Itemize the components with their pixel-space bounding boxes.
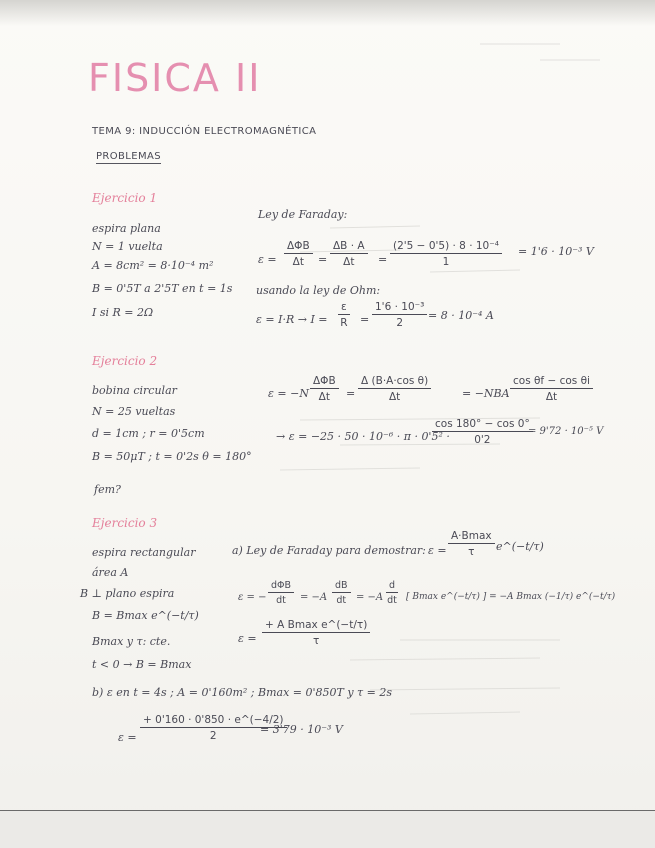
ex3-b-result: = 3'79 · 10⁻³ V [260,723,343,736]
ex1-eq1-lhs: ε = [258,253,277,266]
ex3-b-lhs: ε = [118,731,137,744]
ex3-a-eq1-bracket: [ Bmax e^(−t/τ) ] = −A Bmax (−1/τ) e^(−t/τ) [406,592,616,602]
ex1-faraday-label: Ley de Faraday: [258,208,348,221]
ex1-eq1-frac1: ΔΦB Δt [284,240,313,268]
ex2-eq1-frac1: ΔΦB Δt [310,375,339,403]
ex2-given-4: B = 50μT ; t = 0'2s θ = 180° [92,450,252,463]
ex1-eq2-frac1: $\frac{\varepsilon}{R}$ [338,301,350,329]
ex3-a-eq2-lhs: ε = [238,632,257,645]
ex1-eq2-frac2: $\frac{\text{1'6 · 10⁻³}}{2}$ [372,301,427,329]
ex3-given-5: Bmax y τ: cte. [92,635,171,648]
ex3-a-label: a) Ley de Faraday para demostrar: [232,544,426,557]
ex3-a-eq2-frac: + A Bmax e^(−t/τ) τ [262,619,370,647]
ex3-b-frac: $\frac{+ 0'160 \cdot 0'850 \cdot e\^{}(-4/2)}{2}$ [140,714,287,742]
ex2-eq1-mid: = −NBA [462,387,510,400]
ex1-given-2: N = 1 vuelta [92,240,163,253]
ex3-given-2: área A [92,566,129,579]
ex2-given-1: bobina circular [92,384,177,397]
ex3-a-eq1-frac1: dΦB dt [268,580,294,606]
ex2-given-3: d = 1cm ; r = 0'5cm [92,427,205,440]
ex1-given-3: A = 8cm² = 8·10⁻⁴ m² [92,259,214,272]
ex1-ohm-label: usando la ley de Ohm: [256,284,381,297]
ex2-eq2-frac: $\frac{\cos 180^\circ - \cos 0^\circ}{0'2}$ [432,418,533,446]
page-bottom-edge [0,810,655,848]
ex1-eq1-frac3: $\frac{\text{(2'5 − 0'5) · 8 · 10⁻⁴}}{1}$ [390,240,502,268]
ex2-eq1-lhs: ε = −N [268,387,309,400]
ex3-b-label: b) ε en t = 4s ; A = 0'160m² ; Bmax = 0'850T y τ = 2s [92,686,392,699]
ex1-given-5: I si R = 2Ω [92,306,154,319]
ex3-a-eq1-mid: = −A [300,592,328,603]
ex2-eq1-frac2: $\frac{\text{Δ (B·A·cos θ)}}{\Delta t}$ [358,375,431,403]
ex3-given-4: B = Bmax e^(−t/τ) [92,609,199,622]
ex3-a-eq1-lhs: ε = − [238,592,267,603]
ex3-a-frac: A·Bmax τ [448,530,495,558]
ex1-given-4: B = 0'5T a 2'5T en t = 1s [92,282,233,295]
ex3-given-1: espira rectangular [92,546,196,559]
ex3-a-eps: ε = [428,544,447,557]
ex3-given-6: t < 0 → B = Bmax [92,658,192,671]
ex1-eq2-eq: = [360,313,370,326]
topic-title: TEMA 9: INDUCCIÓN ELECTROMAGNÉTICA [92,126,317,137]
ex3-a-eq1-frac2: $\frac{dB}{dt}$ [332,580,351,606]
ex1-eq1-frac2: $\frac{\Delta B \cdot A}{\Delta t}$ [330,240,368,268]
section-heading: PROBLEMAS [96,151,162,162]
ex1-eq2-lhs: ε = I·R → I = [256,313,328,326]
ex3-a-exp: e^(−t/τ) [496,540,544,553]
ex2-eq2-result: = 9'72 · 10⁻⁵ V [528,426,604,437]
ex2-eq2-lhs: → ε = −25 · 50 · 10⁻⁶ · π · 0'5² · [276,430,450,443]
ex3-heading: Ejercicio 3 [92,516,158,530]
page-title: FISICA II [88,56,262,100]
ex2-eq1-eq: = [346,387,356,400]
ex3-a-eq1-frac3: $\frac{d}{dt}$ [387,580,397,606]
ex1-given-1: espira plana [92,222,161,235]
ex1-heading: Ejercicio 1 [92,191,158,205]
ex2-question: fem? [94,483,121,496]
ex3-a-eq1-mid2: = −A [356,592,384,603]
ex1-eq1-eq: = [318,253,328,266]
ex1-eq2-result: = 8 · 10⁻⁴ A [428,309,494,322]
ex1-eq1-result: = 1'6 · 10⁻³ V [518,245,594,258]
ex2-eq1-frac3: $\frac{\text{cos θf − cos θi}}{\Delta t}$ [510,375,593,403]
ex2-given-2: N = 25 vueltas [92,405,176,418]
ex2-heading: Ejercicio 2 [92,354,158,368]
ex1-eq1-eq2: = [378,253,388,266]
ex3-given-3: B ⊥ plano espira [80,587,175,600]
